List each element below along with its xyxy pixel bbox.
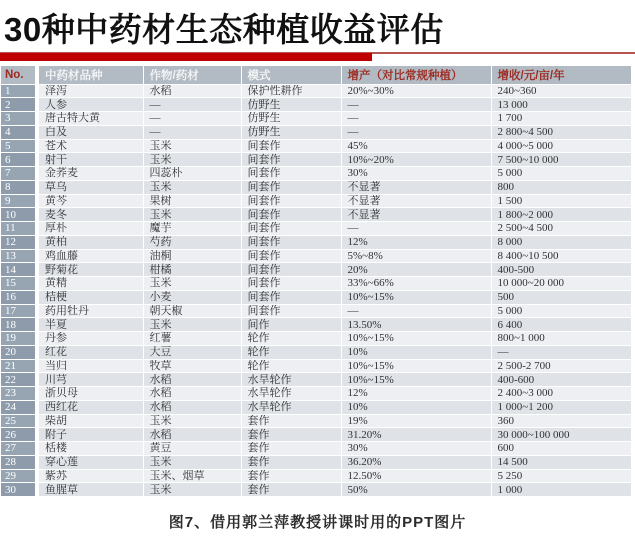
mode-cell: 间套作 (241, 249, 341, 263)
slide-title: 30种中药材生态种植收益评估 (4, 11, 444, 48)
increase-cell: 10% (341, 400, 491, 414)
crop-name-cell: 水稻 (143, 84, 241, 98)
header-herb: 中药材品种 (37, 66, 143, 84)
table-row (1, 263, 631, 277)
herb-name-cell: 穿心莲 (37, 455, 143, 469)
herb-name-cell: 紫苏 (37, 469, 143, 483)
crop-name-cell: 水稻 (143, 428, 241, 442)
mode-cell: 间套作 (241, 222, 341, 236)
revenue-cell: 7 500~10 000 (491, 153, 631, 167)
row-number-cell: 28 (1, 455, 37, 469)
table-row (1, 153, 631, 167)
row-number-cell: 27 (1, 442, 37, 456)
herb-name-cell: 白及 (37, 125, 143, 139)
mode-cell: 间作 (241, 318, 341, 332)
mode-cell: 间套作 (241, 304, 341, 318)
herb-name-cell: 浙贝母 (37, 387, 143, 401)
crop-name-cell: — (143, 125, 241, 139)
herb-benefit-table (1, 66, 632, 497)
crop-name-cell: 牧草 (143, 359, 241, 373)
increase-cell: 10%~15% (341, 332, 491, 346)
mode-cell: 套作 (241, 442, 341, 456)
increase-cell: 不显著 (341, 194, 491, 208)
row-number-cell: 11 (1, 222, 37, 236)
crop-name-cell: 水稻 (143, 387, 241, 401)
header-increase: 增产（对比常规种植） (341, 66, 491, 84)
table-row (1, 167, 631, 181)
increase-cell: 10%~15% (341, 359, 491, 373)
revenue-cell: 800 (491, 180, 631, 194)
revenue-cell: 8 000 (491, 235, 631, 249)
revenue-cell: 240~360 (491, 84, 631, 98)
row-number-cell: 18 (1, 318, 37, 332)
herb-name-cell: 柴胡 (37, 414, 143, 428)
herb-name-cell: 麦冬 (37, 208, 143, 222)
header-mode: 模式 (241, 66, 341, 84)
table-row (1, 290, 631, 304)
crop-name-cell: 魔芋 (143, 222, 241, 236)
row-number-cell: 21 (1, 359, 37, 373)
crop-name-cell: 芍药 (143, 235, 241, 249)
revenue-cell: 800~1 000 (491, 332, 631, 346)
table-row (1, 345, 631, 359)
row-number-cell: 8 (1, 180, 37, 194)
herb-name-cell: 栝楼 (37, 442, 143, 456)
row-number-cell: 22 (1, 373, 37, 387)
revenue-cell: 10 000~20 000 (491, 277, 631, 291)
mode-cell: 保护性耕作 (241, 84, 341, 98)
revenue-cell: 1 500 (491, 194, 631, 208)
row-number-cell: 13 (1, 249, 37, 263)
table-row (1, 359, 631, 373)
revenue-cell: 600 (491, 442, 631, 456)
table-row (1, 332, 631, 346)
crop-name-cell: — (143, 112, 241, 126)
table-row (1, 455, 631, 469)
table-row (1, 112, 631, 126)
mode-cell: 仿野生 (241, 98, 341, 112)
crop-name-cell: 水稻 (143, 373, 241, 387)
increase-cell: 10%~15% (341, 373, 491, 387)
herb-name-cell: 黄柏 (37, 235, 143, 249)
crop-name-cell: 朝天椒 (143, 304, 241, 318)
increase-cell: 12% (341, 235, 491, 249)
row-number-cell: 1 (1, 84, 37, 98)
revenue-cell: 2 800~4 500 (491, 125, 631, 139)
crop-name-cell: 玉米 (143, 139, 241, 153)
increase-cell: 20% (341, 263, 491, 277)
table-row (1, 125, 631, 139)
herb-name-cell: 鱼腥草 (37, 483, 143, 497)
increase-cell: 10%~20% (341, 153, 491, 167)
row-number-cell: 20 (1, 345, 37, 359)
row-number-cell: 30 (1, 483, 37, 497)
row-number-cell: 14 (1, 263, 37, 277)
increase-cell: — (341, 98, 491, 112)
row-number-cell: 3 (1, 112, 37, 126)
mode-cell: 间套作 (241, 153, 341, 167)
table-row (1, 139, 631, 153)
crop-name-cell: 柑橘 (143, 263, 241, 277)
revenue-cell: 1 800~2 000 (491, 208, 631, 222)
mode-cell: 仿野生 (241, 125, 341, 139)
row-number-cell: 24 (1, 400, 37, 414)
mode-cell: 间套作 (241, 194, 341, 208)
increase-cell: 50% (341, 483, 491, 497)
increase-cell: 36.20% (341, 455, 491, 469)
herb-name-cell: 红花 (37, 345, 143, 359)
crop-name-cell: 玉米、烟草 (143, 469, 241, 483)
table-header (1, 66, 631, 84)
mode-cell: 间套作 (241, 263, 341, 277)
red-divider-bar (0, 53, 372, 61)
table-row (1, 414, 631, 428)
table-row (1, 208, 631, 222)
increase-cell: 31.20% (341, 428, 491, 442)
crop-name-cell: 玉米 (143, 414, 241, 428)
herb-name-cell: 西红花 (37, 400, 143, 414)
herb-name-cell: 桔梗 (37, 290, 143, 304)
herb-name-cell: 当归 (37, 359, 143, 373)
herb-name-cell: 药用牡丹 (37, 304, 143, 318)
table-row (1, 180, 631, 194)
crop-name-cell: — (143, 98, 241, 112)
increase-cell: 45% (341, 139, 491, 153)
crop-name-cell: 玉米 (143, 180, 241, 194)
mode-cell: 间套作 (241, 277, 341, 291)
revenue-cell: 14 500 (491, 455, 631, 469)
increase-cell: — (341, 222, 491, 236)
crop-name-cell: 水稻 (143, 400, 241, 414)
increase-cell: 30% (341, 167, 491, 181)
row-number-cell: 2 (1, 98, 37, 112)
row-number-cell: 17 (1, 304, 37, 318)
crop-name-cell: 黄豆 (143, 442, 241, 456)
mode-cell: 仿野生 (241, 112, 341, 126)
revenue-cell: 5 000 (491, 167, 631, 181)
crop-name-cell: 小麦 (143, 290, 241, 304)
herb-name-cell: 草乌 (37, 180, 143, 194)
herb-name-cell: 黄芩 (37, 194, 143, 208)
table-row (1, 98, 631, 112)
revenue-cell: 5 250 (491, 469, 631, 483)
increase-cell: 10%~15% (341, 290, 491, 304)
table-row (1, 304, 631, 318)
revenue-cell: 5 000 (491, 304, 631, 318)
increase-cell: 13.50% (341, 318, 491, 332)
row-number-cell: 25 (1, 414, 37, 428)
table-row (1, 84, 631, 98)
row-number-cell: 15 (1, 277, 37, 291)
herb-name-cell: 射干 (37, 153, 143, 167)
row-number-cell: 16 (1, 290, 37, 304)
revenue-cell: 1 700 (491, 112, 631, 126)
revenue-cell: 1 000 (491, 483, 631, 497)
table-row (1, 387, 631, 401)
revenue-cell: 360 (491, 414, 631, 428)
table-header-row (1, 66, 631, 84)
table-row (1, 483, 631, 497)
row-number-cell: 7 (1, 167, 37, 181)
revenue-cell: 30 000~100 000 (491, 428, 631, 442)
increase-cell: 12.50% (341, 469, 491, 483)
increase-cell: 20%~30% (341, 84, 491, 98)
herb-name-cell: 唐古特大黄 (37, 112, 143, 126)
revenue-cell: 500 (491, 290, 631, 304)
header-revenue: 增收/元/亩/年 (491, 66, 631, 84)
mode-cell: 套作 (241, 455, 341, 469)
mode-cell: 间套作 (241, 208, 341, 222)
revenue-cell: 1 000~1 200 (491, 400, 631, 414)
herb-name-cell: 鸡血藤 (37, 249, 143, 263)
herb-name-cell: 黄精 (37, 277, 143, 291)
mode-cell: 轮作 (241, 332, 341, 346)
herb-name-cell: 附子 (37, 428, 143, 442)
table-body (1, 84, 631, 497)
crop-name-cell: 玉米 (143, 208, 241, 222)
table-row (1, 235, 631, 249)
mode-cell: 间套作 (241, 167, 341, 181)
row-number-cell: 10 (1, 208, 37, 222)
mode-cell: 套作 (241, 414, 341, 428)
crop-name-cell: 玉米 (143, 277, 241, 291)
revenue-cell: 13 000 (491, 98, 631, 112)
mode-cell: 套作 (241, 469, 341, 483)
table-row (1, 400, 631, 414)
mode-cell: 水旱轮作 (241, 387, 341, 401)
mode-cell: 间套作 (241, 139, 341, 153)
table-row (1, 222, 631, 236)
revenue-cell: 400-500 (491, 263, 631, 277)
revenue-cell: 2 500~4 500 (491, 222, 631, 236)
increase-cell: 10% (341, 345, 491, 359)
revenue-cell: 8 400~10 500 (491, 249, 631, 263)
row-number-cell: 19 (1, 332, 37, 346)
herb-name-cell: 川芎 (37, 373, 143, 387)
mode-cell: 间套作 (241, 180, 341, 194)
row-number-cell: 23 (1, 387, 37, 401)
herb-name-cell: 野菊花 (37, 263, 143, 277)
row-number-cell: 9 (1, 194, 37, 208)
row-number-cell: 29 (1, 469, 37, 483)
increase-cell: 不显著 (341, 180, 491, 194)
row-number-cell: 5 (1, 139, 37, 153)
increase-cell: 19% (341, 414, 491, 428)
mode-cell: 间套作 (241, 290, 341, 304)
herb-name-cell: 厚朴 (37, 222, 143, 236)
table-row (1, 194, 631, 208)
herb-name-cell: 丹参 (37, 332, 143, 346)
table-row (1, 277, 631, 291)
herb-name-cell: 泽泻 (37, 84, 143, 98)
table-row (1, 249, 631, 263)
revenue-cell: 400-600 (491, 373, 631, 387)
table-row (1, 373, 631, 387)
increase-cell: 12% (341, 387, 491, 401)
herb-name-cell: 半夏 (37, 318, 143, 332)
crop-name-cell: 玉米 (143, 318, 241, 332)
increase-cell: 30% (341, 442, 491, 456)
header-crop: 作物/药材 (143, 66, 241, 84)
row-number-cell: 12 (1, 235, 37, 249)
crop-name-cell: 玉米 (143, 153, 241, 167)
revenue-cell: 2 400~3 000 (491, 387, 631, 401)
row-number-cell: 6 (1, 153, 37, 167)
header-no: No. (1, 66, 37, 84)
mode-cell: 套作 (241, 483, 341, 497)
crop-name-cell: 玉米 (143, 483, 241, 497)
mode-cell: 间套作 (241, 235, 341, 249)
table-row (1, 428, 631, 442)
crop-name-cell: 大豆 (143, 345, 241, 359)
revenue-cell: — (491, 345, 631, 359)
increase-cell: — (341, 304, 491, 318)
increase-cell: — (341, 112, 491, 126)
crop-name-cell: 果树 (143, 194, 241, 208)
row-number-cell: 4 (1, 125, 37, 139)
crop-name-cell: 四蕊朴 (143, 167, 241, 181)
table-row (1, 469, 631, 483)
mode-cell: 轮作 (241, 345, 341, 359)
table-row (1, 442, 631, 456)
figure-caption: 图7、借用郭兰萍教授讲课时用的PPT图片 (168, 514, 467, 531)
herb-name-cell: 人参 (37, 98, 143, 112)
table-row (1, 318, 631, 332)
crop-name-cell: 玉米 (143, 455, 241, 469)
revenue-cell: 4 000~5 000 (491, 139, 631, 153)
herb-name-cell: 苍术 (37, 139, 143, 153)
crop-name-cell: 红薯 (143, 332, 241, 346)
increase-cell: 33%~66% (341, 277, 491, 291)
herb-name-cell: 金荞麦 (37, 167, 143, 181)
revenue-cell: 6 400 (491, 318, 631, 332)
increase-cell: — (341, 125, 491, 139)
crop-name-cell: 油桐 (143, 249, 241, 263)
row-number-cell: 26 (1, 428, 37, 442)
increase-cell: 5%~8% (341, 249, 491, 263)
mode-cell: 套作 (241, 428, 341, 442)
mode-cell: 水旱轮作 (241, 373, 341, 387)
mode-cell: 水旱轮作 (241, 400, 341, 414)
increase-cell: 不显著 (341, 208, 491, 222)
revenue-cell: 2 500-2 700 (491, 359, 631, 373)
mode-cell: 轮作 (241, 359, 341, 373)
